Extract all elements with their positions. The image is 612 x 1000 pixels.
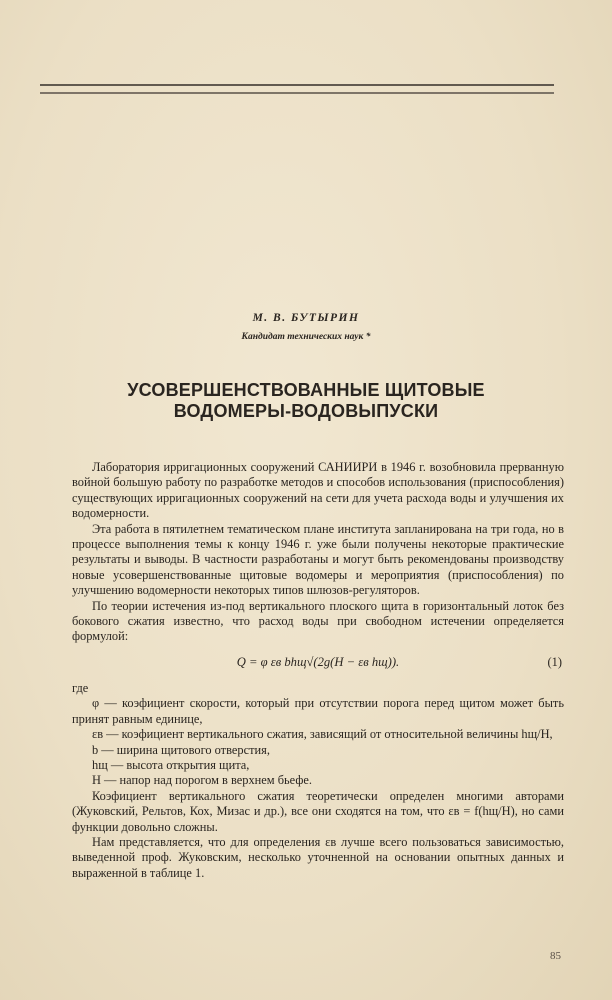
definition-h: hщ — высота открытия щита, [92, 757, 250, 772]
author-degree: Кандидат технических наук * [241, 332, 371, 342]
formula-row [72, 651, 564, 677]
definition-H: H — напор над порогом в верхнем бьефе. [92, 773, 312, 788]
paragraph-2: Эта работа в пятилетнем тематическом плане института запланирована на три года, но в процессе выполнения темы к концу 1946 г. уже были получены некоторые практические результаты и выводы. В частности разработаны и могут быть рекомендованы производству новые усовершенствованные щитовые водомеры и мероприятия (приспособления) по улучшению водомерности некоторых типов шлюзов-регуляторов. [72, 521, 564, 598]
where-label: где [72, 680, 89, 695]
article-body [72, 460, 564, 881]
definition-phi: φ — коэфициент скорости, который при отсутствии порога перед щитом может быть принят равным единице, [72, 696, 564, 726]
discharge-formula: Q = φ εв bhщ√(2g(H − εв hщ)). [236, 654, 400, 669]
title-line-2: ВОДОМЕРЫ-ВОДОВЫПУСКИ [173, 401, 439, 421]
paragraph-1: Лаборатория ирригационных сооружений САНИИРИ в 1946 г. возобновила прерванную войной большую работу по разработке методов и способов использования (приспособления) существующих ирригационных сооружений на сети для учета расхода воды и улучшения их водомерности. [72, 460, 564, 521]
page-number: 85 [550, 950, 561, 962]
article-title [0, 380, 612, 422]
title-line-1: УСОВЕРШЕНСТВОВАННЫЕ ЩИТОВЫЕ [127, 380, 485, 400]
formula-number: (1) [547, 654, 562, 669]
definition-b: b — ширина щитового отверстия, [92, 742, 270, 757]
paragraph-5: Нам представляется, что для определения εв лучше всего пользоваться зависимостью, выведенной проф. Жуковским, несколько уточненной на основании опытных данных и выраженной в таблице 1. [72, 834, 564, 880]
paragraph-4: Коэфициент вертикального сжатия теоретически определен многими авторами (Жуковский, Рельтов, Кох, Мизас и др.), все они сходятся на том, что εв = f(hщ/H), но сами функции довольно сложны. [72, 788, 564, 834]
top-rule [40, 84, 554, 94]
paragraph-3: По теории истечения из-под вертикального плоского щита в горизонтальный лоток без бокового сжатия известно, что расход воды при свободном истечении определяется формулой: [72, 598, 564, 644]
author-name: М. В. БУТЫРИН [252, 312, 360, 324]
definition-epsilon: εв — коэфициент вертикального сжатия, зависящий от относительной величины hщ/H, [92, 727, 553, 742]
